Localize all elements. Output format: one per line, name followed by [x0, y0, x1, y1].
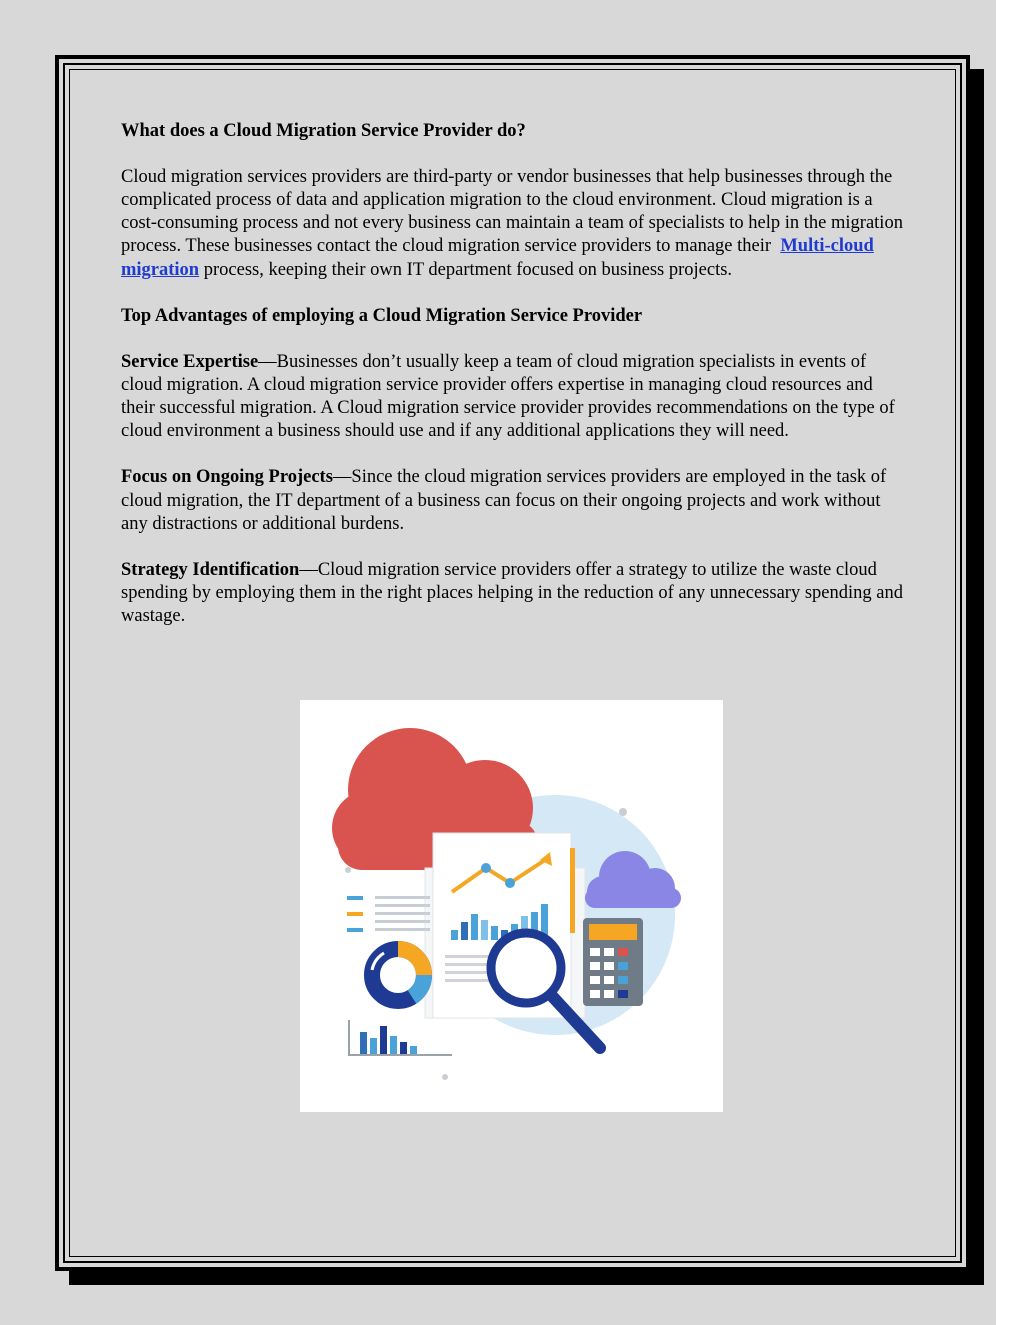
advantage-text: Cloud migration service providers offer a strategy to utilize the waste cloud spending by employing them in the right places helping in the reduction of any unnecessary spending and wastage. — [121, 559, 903, 626]
calculator-icon — [583, 918, 643, 1006]
advantage-paragraph-focus-projects — [121, 466, 911, 535]
advantage-paragraph-service-expertise — [121, 351, 911, 443]
small-bar-chart-icon — [348, 1020, 452, 1056]
advantage-text: Since the cloud migration services providers are employed in the task of cloud migration, the IT department of a business can focus on their ongoing projects and work without any distractions or additional burdens. — [121, 467, 887, 534]
em-dash: — — [332, 467, 352, 488]
advantage-term: Focus on Ongoing Projects — [121, 467, 333, 488]
em-dash: — — [299, 559, 318, 580]
illustration-svg — [300, 700, 723, 1112]
advantages-heading: Top Advantages of employing a Cloud Migration Service Provider — [121, 305, 643, 326]
dot-decoration — [619, 808, 627, 816]
section-heading: What does a Cloud Migration Service Provider do? — [121, 121, 526, 141]
list-lines-icon — [347, 896, 430, 932]
dot-decoration — [345, 867, 351, 873]
advantage-paragraph-strategy — [121, 559, 911, 628]
intro-text-end: process, keeping their own IT department focused on business projects. — [203, 259, 733, 280]
pencil-icon — [570, 848, 575, 933]
advantage-term: Service Expertise — [121, 351, 259, 372]
page-margin-strip — [996, 0, 1024, 1325]
cloud-analytics-illustration — [300, 700, 723, 1112]
advantage-text: Businesses don’t usually keep a team of cloud migration specialists in events of cloud migration. A cloud migration service provider offers expertise in managing cloud resources and their successful migration. A Cloud migration service provider provides recommendations on the type of cloud environment a business should use and if any additional applications they will need. — [121, 351, 895, 442]
advantage-term: Strategy Identification — [121, 559, 300, 580]
dot-decoration — [442, 1074, 448, 1080]
document-body — [121, 120, 911, 651]
multi-cloud-migration-link[interactable]: Multi-cloud migration — [121, 236, 874, 280]
em-dash: — — [258, 351, 277, 372]
donut-chart-icon — [372, 949, 424, 1001]
intro-text: Cloud migration services providers are third-party or vendor businesses that help businesses through the complicated process of data and application migration to the cloud environment. Cloud migration is a cost-consuming process and not every business can maintain a team of specialists to help in the migration process. These businesses contact the cloud migration service providers to manage their — [121, 167, 903, 257]
intro-paragraph — [121, 166, 911, 281]
